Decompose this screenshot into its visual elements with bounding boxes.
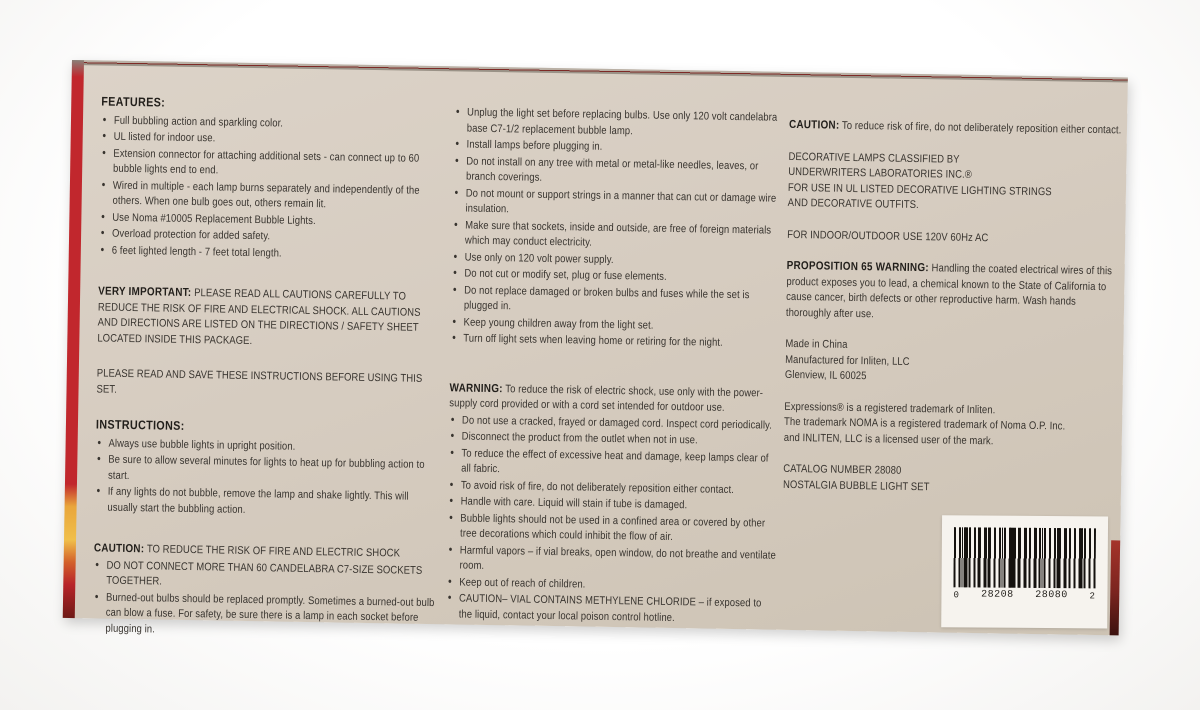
caution-heading: CAUTION:: [93, 542, 145, 556]
caution-item: • Burned-out bulbs should be replaced promptly. Sometimes a burned-out bulb can blow a fuse. For safety, be sure there is a lamp in each socket before plugging in.: [92, 590, 437, 642]
barcode-panel: [941, 515, 1108, 628]
features-item: • Extension connector for attaching additional sets - can connect up to 60 bubble lights end to end.: [100, 146, 444, 183]
safety-item: • Use only on 120 volt power supply.: [452, 250, 783, 271]
warning-heading: WARNING:: [449, 381, 503, 395]
trademark-block: [784, 399, 1122, 451]
box-left-red-stripe: [63, 60, 84, 618]
catalog-block: [783, 462, 1121, 499]
very-important-text: PLEASE READ ALL CAUTIONS CAREFULLY TO REDUCE THE RISK OF FIRE AND ELECTRICAL SHOCK. ALL CAUTIONS AND DIRECTIONS ARE LISTED ON THE DIRECTIONS / SAFETY SHEET LOCATED INSIDE THIS PACKAGE.: [97, 287, 421, 347]
warning-item: • Bubble lights should not be used in a confined area or covered by other tree decorations which could inhibit the flow of air.: [447, 511, 779, 547]
barcode-group-2: 28080: [1035, 589, 1068, 602]
trademark-line: Expressions® is a registered trademark of Inliten.: [784, 400, 996, 416]
prop65-heading: PROPOSITION 65 WARNING:: [786, 259, 929, 275]
safety-item: • Make sure that sockets, inside and outside, are free of foreign materials which may conduct electricity.: [452, 218, 784, 254]
ul-classification-line: AND DECORATIVE OUTFITS.: [787, 196, 919, 212]
right-caution-heading: CAUTION:: [788, 118, 840, 132]
warning-item: • CAUTION– VIAL CONTAINS METHYLENE CHLORIDE – if exposed to the liquid, contact your local poison control hotline.: [446, 591, 778, 627]
catalog-line: NOSTALGIA BUBBLE LIGHT SET: [782, 478, 930, 493]
instructions-item: • Always use bubble lights in upright position.: [96, 436, 440, 457]
origin-line: Made in China: [785, 337, 848, 351]
safety-item: • Do not replace damaged or broken bulbs and fuses while the set is plugged in.: [451, 283, 783, 319]
ul-classification-line: DECORATIVE LAMPS CLASSIFIED BY: [788, 150, 960, 166]
instructions-section: [94, 417, 440, 521]
save-instructions-note: PLEASE READ AND SAVE THESE INSTRUCTIONS BEFORE USING THIS SET.: [96, 367, 423, 396]
features-item: • Full bubbling action and sparkling color.: [101, 113, 445, 134]
warning-item: • To reduce the effect of excessive heat and damage, keep lamps clear of all fabric.: [448, 446, 780, 482]
features-item: • Wired in multiple - each lamp burns separately and independently of the others. When one bulb goes out, others remain lit.: [100, 178, 444, 215]
barcode-bars: [954, 527, 1096, 588]
left-column: [92, 94, 445, 643]
features-item: • Overload protection for added safety.: [99, 226, 443, 247]
caution-list: [92, 558, 437, 642]
safety-item: • Install lamps before plugging in.: [454, 137, 785, 158]
trademark-line: The trademark NOMA is a registered trademark of Noma O.P. Inc.: [783, 415, 1066, 433]
warning-list: [446, 413, 781, 628]
warning-item: • Harmful vapors – if vial breaks, open window, do not breathe and ventilate room.: [447, 543, 779, 579]
safety-list: [450, 105, 785, 352]
right-column: [783, 118, 1126, 499]
trademark-line: and INLITEN, LLC is a licensed user of the mark.: [783, 431, 994, 447]
features-item: • 6 feet lighted length - 7 feet total length.: [99, 243, 443, 264]
middle-column: [446, 104, 786, 628]
warning-lead-text: To reduce the risk of electric shock, use only with the power-supply cord provided or with a cord set intended for outdoor use.: [449, 382, 764, 414]
safety-item: • Keep young children away from the light set.: [451, 315, 782, 336]
barcode-group-1: 28208: [981, 589, 1014, 601]
catalog-line: CATALOG NUMBER 28080: [783, 462, 902, 477]
prop65-text: Handling the coated electrical wires of this product exposes you to lead, a chemical known to the State of California to cause cancer, birth defects or other reproductive harm. Wash hands thoroughly after use.: [785, 262, 1113, 320]
warning-section: [446, 381, 781, 628]
instructions-item: • If any lights do not bubble, remove the lamp and shake lightly. This will usually start the bubbling action.: [94, 484, 438, 521]
safety-item: • Do not cut or modify set, plug or fuse elements.: [451, 266, 782, 287]
barcode-digit-left: 0: [953, 590, 960, 601]
instructions-heading: INSTRUCTIONS:: [95, 417, 185, 433]
features-item: • Use Noma #10005 Replacement Bubble Lights.: [99, 210, 443, 231]
warning-lead-paragraph: [449, 381, 781, 417]
right-caution-paragraph: [789, 118, 1126, 139]
prop65-paragraph: [786, 259, 1124, 327]
caution-lead-text: TO REDUCE THE RISK OF FIRE AND ELECTRIC SHOCK: [146, 543, 401, 560]
box-top-edge: [72, 60, 1128, 83]
indoor-outdoor-usage-line: FOR INDOOR/OUTDOOR USE 120V 60Hz AC: [787, 228, 989, 244]
origin-block: [785, 337, 1123, 389]
warning-item: • Do not use a cracked, frayed or damaged cord. Inspect cord periodically.: [449, 413, 780, 434]
ul-classification-block: [788, 149, 1126, 217]
right-caution-text: To reduce risk of fire, do not deliberately reposition either contact.: [841, 119, 1122, 137]
warning-item: • Handle with care. Liquid will stain if tube is damaged.: [448, 494, 779, 515]
instructions-list: [94, 436, 439, 521]
origin-line: Glenview, IL 60025: [784, 368, 867, 383]
features-section: [99, 94, 446, 264]
features-heading: FEATURES:: [101, 94, 166, 110]
very-important-heading: VERY IMPORTANT:: [98, 285, 192, 300]
safety-item: • Do not install on any tree with metal or metal-like needles, leaves, or branch coverings.: [453, 154, 785, 190]
box-right-edge-stripe: [1110, 540, 1121, 635]
features-item: • UL listed for indoor use.: [101, 129, 445, 150]
safety-item: • Unplug the light set before replacing bulbs. Use only 120 volt candelabra base C7-1/2 replacement bubble lamp.: [454, 105, 786, 141]
instructions-item: • Be sure to allow several minutes for lights to heat up for bubbling action to start.: [95, 452, 439, 489]
caution-section: [92, 541, 438, 642]
ul-classification-line: UNDERWRITERS LABORATORIES INC.®: [788, 165, 972, 181]
warning-item: • Keep out of reach of children.: [446, 575, 777, 596]
ul-classification-line: FOR USE IN UL LISTED DECORATIVE LIGHTING STRINGS: [787, 181, 1052, 198]
product-box-back-panel: [63, 60, 1128, 635]
safety-item: • Turn off light sets when leaving home or retiring for the night.: [450, 331, 781, 352]
very-important-paragraph: [97, 284, 442, 352]
caution-item: • DO NOT CONNECT MORE THAN 60 CANDELABRA C7-SIZE SOCKETS TOGETHER.: [93, 558, 437, 595]
features-list: [99, 113, 445, 264]
warning-item: • Disconnect the product from the outlet when not in use.: [449, 429, 780, 450]
barcode-digits: [953, 587, 1095, 601]
origin-line: Manufactured for Inliten, LLC: [785, 353, 910, 368]
warning-item: • To avoid risk of fire, do not deliberately reposition either contact.: [448, 478, 779, 499]
safety-item: • Do not mount or support strings in a manner that can cut or damage wire insulation.: [452, 186, 784, 222]
barcode-digit-right: 2: [1089, 591, 1096, 602]
